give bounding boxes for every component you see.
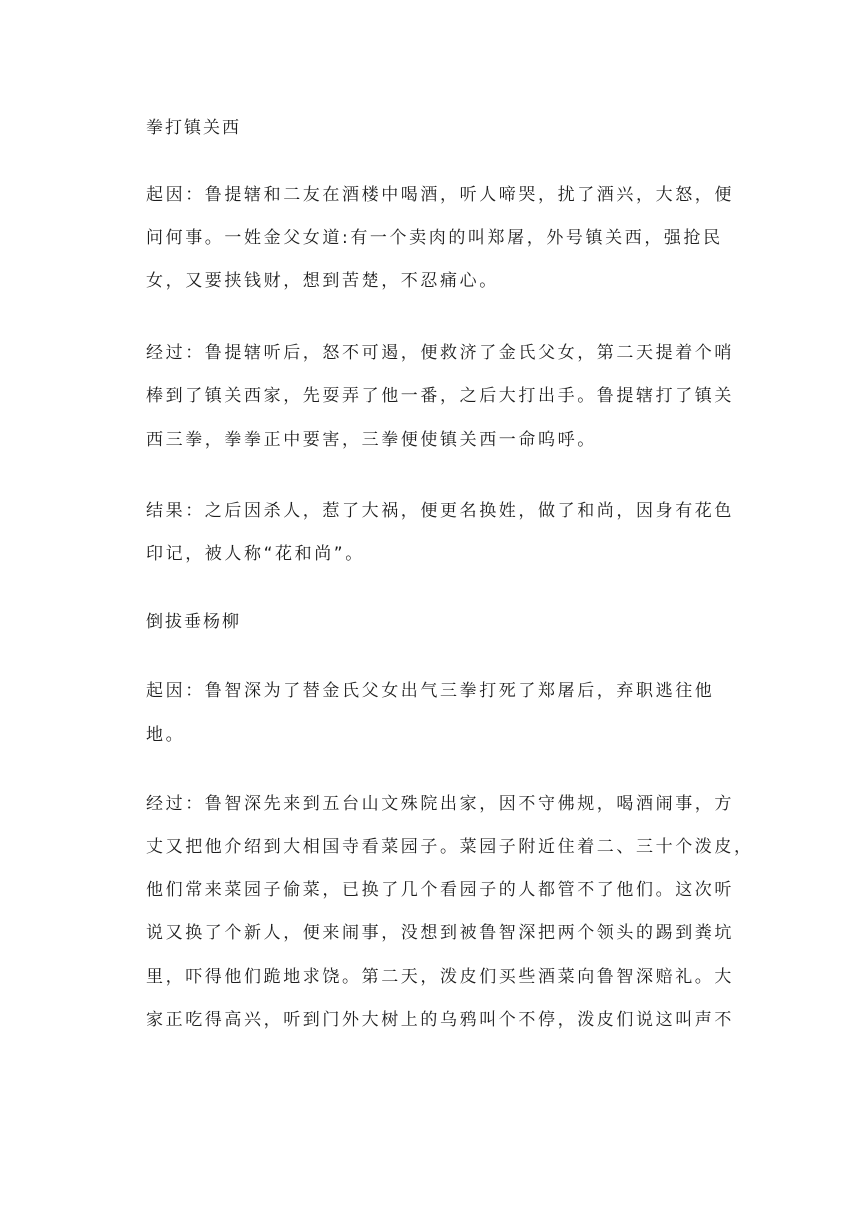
section-title: 拳打镇关西 [146,118,241,138]
paragraph-line: 经过：鲁提辖听后，怒不可遏，便救济了金氏父女，第二天提着个哨 [146,343,734,363]
paragraph-line: 起因：鲁智深为了替金氏父女出气三拳打死了郑屠后，弃职逃往他 [146,681,715,701]
paragraph-line: 地。 [146,725,186,745]
paragraph-line: 女，又要挟钱财，想到苦楚，不忍痛心。 [146,271,499,291]
section-title: 倒拔垂杨柳 [146,612,241,632]
paragraph-line: 印记，被人称“花和尚”。 [146,544,365,564]
paragraph-line: 问何事。一姓金父女道:有一个卖肉的叫郑屠，外号镇关西，强抢民 [146,228,723,248]
paragraph-line: 说又换了个新人，便来闹事，没想到被鲁智深把两个领头的踢到粪坑 [146,923,734,943]
paragraph-line: 他们常来菜园子偷菜，已换了几个看园子的人都管不了他们。这次听 [146,880,734,900]
paragraph-line: 起因：鲁提辖和二友在酒楼中喝酒，听人啼哭，扰了酒兴，大怒，便 [146,185,734,205]
paragraph-line: 西三拳，拳拳正中要害，三拳便使镇关西一命呜呼。 [146,430,597,450]
paragraph-line: 棒到了镇关西家，先耍弄了他一番，之后大打出手。鲁提辖打了镇关 [146,386,734,406]
paragraph-line: 家正吃得高兴，听到门外大树上的乌鸦叫个不停，泼皮们说这叫声不 [146,1010,734,1030]
paragraph-line: 经过：鲁智深先来到五台山文殊院出家，因不守佛规，喝酒闹事，方 [146,794,734,814]
paragraph-line: 丈又把他介绍到大相国寺看菜园子。菜园子附近住着二、三十个泼皮， [146,837,754,857]
paragraph-line: 结果：之后因杀人，惹了大祸，便更名换姓，做了和尚，因身有花色 [146,501,734,521]
paragraph-line: 里，吓得他们跪地求饶。第二天，泼皮们买些酒菜向鲁智深赔礼。大 [146,967,734,987]
